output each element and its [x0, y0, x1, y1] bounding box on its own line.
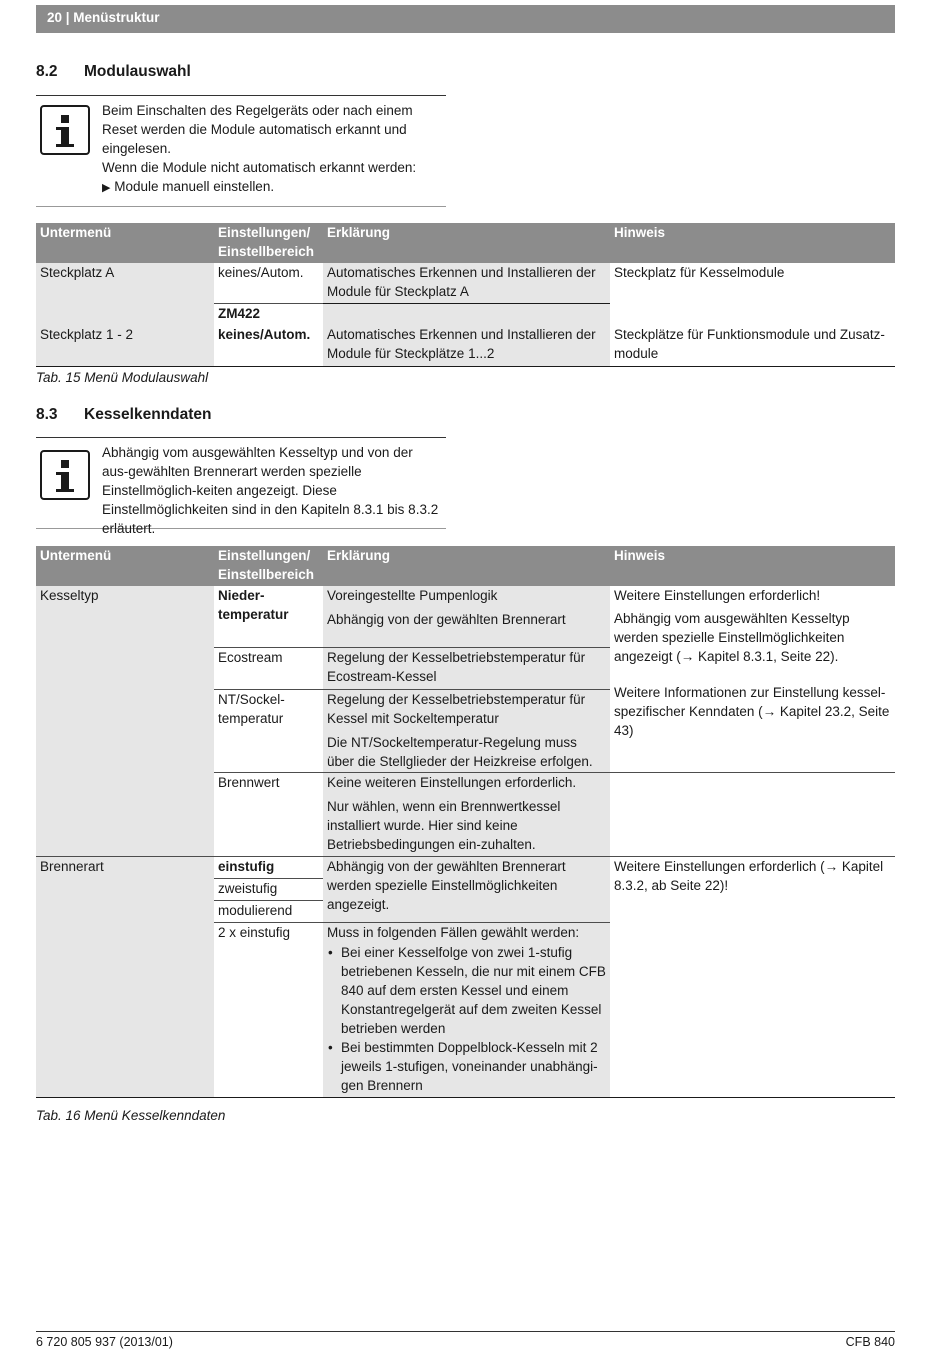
- cell-setting: keines/Autom.: [214, 263, 323, 304]
- cell-submenu: Steckplatz A: [36, 263, 214, 325]
- cell-setting: Ecostream: [214, 648, 323, 690]
- explanation-line: Abhängig von der gewählten Brennerart: [327, 612, 566, 627]
- cell-explanation: [323, 586, 610, 648]
- explanation-line: Nur wählen, wenn ein Brennwertkessel installiert wurde. Hier sind keine Betriebsbedingungen ein-zuhalten.: [327, 799, 561, 852]
- table-module-selection: [36, 223, 895, 367]
- cell-explanation: [323, 690, 610, 773]
- cell-setting: keines/Autom.: [214, 325, 323, 366]
- table-row: [36, 857, 895, 879]
- cell-note-empty: [610, 773, 895, 857]
- table-row: [36, 586, 895, 648]
- cell-setting: NT/Sockel-temperatur: [214, 690, 323, 773]
- column-header: Erklärung: [323, 223, 610, 263]
- explanation-line: Die NT/Sockeltemperatur-Regelung muss über die Stellglieder der Heizkreise erfolgen.: [327, 735, 593, 769]
- cell-explanation: Regelung der Kesselbetriebstemperatur für Ecostream-Kessel: [323, 648, 610, 690]
- cell-setting: modulierend: [214, 901, 323, 923]
- footer-divider: [36, 1331, 895, 1332]
- list-item: • Bei bestimmten Doppelblock-Kesseln mit 2 jeweils 1-stufigen, voneinander unabhängi-gen Brennern: [341, 1038, 606, 1095]
- cell-setting: zweistufig: [214, 879, 323, 901]
- cell-note: Weitere Einstellungen erforderlich (→ Kapitel 8.3.2, ab Seite 22)!: [610, 857, 895, 1098]
- cell-note: Steckplatz für Kesselmodule: [610, 263, 895, 325]
- section-number: 8.3: [36, 406, 58, 423]
- info-line: Wenn die Module nicht automatisch erkannt werden:: [102, 160, 417, 175]
- info-note-text: Abhängig vom ausgewählten Kesseltyp und von der aus-gewählten Brennerart werden spezielle Einstellmöglich-keiten angezeigt. Diese Einstellmöglichkeiten sind in den Kapiteln 8.3.1 bis 8.3.2 erläutert.: [102, 445, 439, 536]
- info-action-item: [102, 177, 442, 198]
- cell-submenu: Steckplatz 1 - 2: [36, 325, 214, 366]
- table-header-row: [36, 223, 895, 263]
- bullet-list: [327, 943, 606, 1095]
- triangle-arrow-icon: ▶: [102, 182, 111, 194]
- cell-note: Steckplätze für Funktionsmodule und Zusatz-module: [610, 325, 895, 366]
- note-line: Abhängig vom ausgewählten Kesseltyp werden spezielle Einstellmöglichkeiten angezeigt (→ Kapitel 8.3.1, Seite 22).: [614, 611, 850, 664]
- cell-note: [610, 586, 895, 773]
- table-header-row: [36, 546, 895, 586]
- explanation-line: Keine weiteren Einstellungen erforderlich.: [327, 775, 577, 790]
- cell-explanation: Automatisches Erkennen und Installieren der Module für Steckplatz A: [323, 263, 610, 304]
- cell-setting: Brennwert: [214, 773, 323, 857]
- cell-explanation: Abhängig von der gewählten Brennerart werden spezielle Einstellmöglichkeiten angezeigt.: [323, 857, 610, 923]
- info-note-boiler: [36, 437, 446, 536]
- info-icon: [40, 105, 90, 155]
- section-title: Modulauswahl: [84, 63, 191, 80]
- cell-setting: einstufig: [214, 857, 323, 879]
- footer-product-name: CFB 840: [845, 1335, 895, 1349]
- info-icon: [40, 450, 90, 500]
- explanation-line: Voreingestellte Pumpenlogik: [327, 588, 498, 603]
- cell-explanation: [323, 773, 610, 857]
- page-header-bar: [36, 5, 895, 33]
- info-note-modules: [36, 95, 446, 207]
- note-line: Weitere Einstellungen erforderlich!: [614, 588, 821, 603]
- cell-submenu: Brennerart: [36, 857, 214, 1098]
- cell-explanation: Automatisches Erkennen und Installieren der Module für Steckplätze 1...2: [323, 325, 610, 366]
- page-header-label: 20 | Menüstruktur: [47, 10, 160, 25]
- info-action-text: Module manuell einstellen.: [114, 179, 275, 194]
- column-header: Hinweis: [610, 223, 895, 263]
- footer-doc-number: 6 720 805 937 (2013/01): [36, 1335, 173, 1349]
- table-caption: Tab. 16 Menü Kesselkenndaten: [36, 1108, 226, 1123]
- cell-explanation: [323, 923, 610, 1098]
- list-item: • Bei einer Kesselfolge von zwei 1-stufig betriebenen Kesseln, die nur mit einem CFB 840 auf dem ersten Kessel und einem Konstantregelgerät auf dem zweiten Kessel betrieben werden: [341, 943, 606, 1038]
- cell-explanation-empty: [323, 304, 610, 326]
- section-title: Kesselkenndaten: [84, 406, 212, 423]
- cell-setting: 2 x einstufig: [214, 923, 323, 1098]
- info-line: Beim Einschalten des Regelgeräts oder nach einem Reset werden die Module automatisch erkannt und eingelesen.: [102, 103, 413, 156]
- column-header: Hinweis: [610, 546, 895, 586]
- table-row: [36, 263, 895, 304]
- cell-setting: ZM422: [214, 304, 323, 326]
- column-header: Erklärung: [323, 546, 610, 586]
- cell-submenu: Kesseltyp: [36, 586, 214, 857]
- section-heading-8-3: [36, 406, 436, 426]
- info-note-text: [102, 101, 442, 198]
- note-line: Weitere Informationen zur Einstellung kessel-spezifischer Kenndaten (→ Kapitel 23.2, Seite 43): [614, 685, 890, 738]
- explanation-line: Muss in folgenden Fällen gewählt werden:: [327, 925, 580, 940]
- column-header: Untermenü: [36, 223, 214, 263]
- table-caption: Tab. 15 Menü Modulauswahl: [36, 370, 209, 385]
- explanation-line: Regelung der Kesselbetriebstemperatur für Kessel mit Sockeltemperatur: [327, 692, 586, 726]
- table-boiler-data: [36, 546, 895, 1098]
- column-header: Untermenü: [36, 546, 214, 586]
- section-number: 8.2: [36, 63, 58, 80]
- column-header: Einstellungen/ Einstellbereich: [214, 546, 323, 586]
- table-row: [36, 325, 895, 366]
- section-heading-8-2: [36, 63, 436, 83]
- column-header: Einstellungen/ Einstellbereich: [214, 223, 323, 263]
- cell-setting: Nieder-temperatur: [214, 586, 323, 648]
